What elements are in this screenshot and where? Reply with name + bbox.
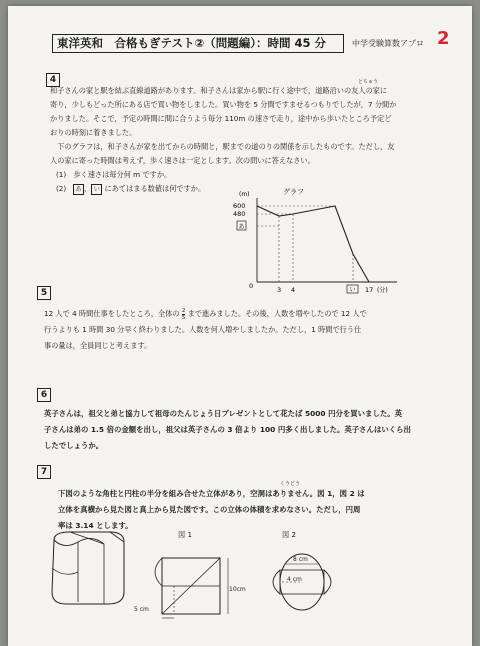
graph-label-origin: 0 — [249, 282, 254, 290]
figure-1-side-view — [142, 540, 252, 620]
exam-title: 東洋英和 合格もぎテスト②（問題編）：時間 45 分 — [52, 34, 344, 53]
q6-line-3: したでしょうか。 — [44, 441, 104, 450]
publisher-label: 中学受験算数アプロ — [352, 39, 424, 48]
graph-y-unit: (m) — [239, 191, 250, 198]
q4-line-1: 和子さんの家と駅を結ぶ直線道路があります。和子さんは家から駅に行く途中で，道路沿いの友人の家に — [50, 86, 388, 95]
graph-label-480: 480 — [233, 210, 246, 218]
question-4-number: 4 — [46, 73, 60, 87]
q4-line-4: おりの時刻に着きました。 — [50, 128, 137, 137]
q5-line-2: 行うよりも 1 時間 30 分早く終わりました。人数を何人増やしましたか。ただし，1 時間で行う仕 — [44, 325, 362, 334]
graph-x-unit: (分) — [377, 287, 388, 294]
question-7-ruby: くうどう — [280, 481, 301, 487]
q4-line-5: 下のグラフは，和子さんが家を出てからの時間と，駅までの道のりの関係を示したものです。ただし，友 — [50, 142, 395, 151]
q5-line-1b: まで進みました。その後，人数を増やしたので 12 人で — [187, 309, 367, 318]
q4-sub2-suffix: にあてはまる数値は何ですか。 — [104, 184, 206, 193]
figure-2-mid-label: 4 cm — [287, 576, 302, 583]
graph-label-a: あ — [238, 223, 245, 231]
q7-line-2: 立体を真横から見た図と真上から見た図です。この立体の体積を求めなさい。ただし，円周 — [58, 505, 361, 514]
graph-title: グラフ — [283, 188, 304, 196]
figure-1-height-label: 10cm — [229, 586, 246, 593]
graph-label-17: 17 — [365, 286, 374, 294]
q4-blank-a-box: あ — [73, 184, 84, 195]
figure-1-title: 図 1 — [178, 530, 193, 539]
q4-line-2: 寄り，少しもどった所にある店で買い物をしました。買い物を 5 分間ですませるつもりでしたが，7 分間か — [50, 100, 397, 109]
q4-subquestion-1: (1) 歩く速さは毎分何 m ですか。 — [56, 170, 172, 179]
question-7-number: 7 — [37, 465, 51, 479]
q4-sub2-prefix: (2) — [56, 184, 67, 193]
question-5-text — [44, 307, 459, 353]
figure-2-top-label: 8 cm — [293, 556, 308, 563]
question-4-text — [50, 84, 465, 168]
q6-line-2: 子さんは弟の 1.5 倍の金額を出し，祖父は英子さんの 3 倍より 100 円多く出しました。英子さんはいくら出 — [44, 425, 411, 434]
q7-line-3: 率は 3.14 とします。 — [58, 521, 133, 530]
q5-line-3: 事の量は，全員同じと考えます。 — [44, 341, 152, 350]
question-6-number: 6 — [37, 388, 51, 402]
question-7-text — [58, 486, 448, 534]
solid-3d-sketch — [44, 528, 134, 612]
q5-line-1a: 12 人で 4 時間仕事をしたところ，全体の — [44, 309, 180, 318]
figure-2-top-view — [262, 542, 342, 620]
figure-2-title: 図 2 — [282, 530, 297, 539]
graph-label-4: 4 — [291, 286, 296, 294]
graph-label-600: 600 — [233, 202, 246, 210]
q4-subquestion-2: (2) あ ， い にあてはまる数値は何ですか。 — [56, 184, 206, 193]
q5-line-1 — [44, 307, 459, 321]
q4-line-6: 人の家に寄った時間は考えず，歩く速さは一定とします。次の問いに答えなさい。 — [50, 156, 315, 165]
q7-line-1: 下図のような角柱と円柱の半分を組み合せた立体があり，空洞はありません。図 1，図 2 は — [58, 489, 365, 498]
q5-frac-denominator: 5 — [181, 314, 186, 321]
page-number: 2 — [437, 28, 450, 49]
question-4-ruby: とちゅう — [358, 79, 379, 85]
question-5-number: 5 — [37, 286, 51, 300]
q6-line-1: 英子さんは，祖父と弟と協力して祖母のたんじょう日プレゼントとして花たば 5000 円分を買いました。英 — [44, 409, 403, 418]
q4-line-3: かりました。そこで，予定の時間に間に合うよう毎分 110m の速さで走り，途中から歩いたところ予定ど — [50, 114, 392, 123]
graph-distance-line — [257, 206, 369, 282]
distance-time-graph — [225, 184, 405, 299]
figure-1-width-label: 5 cm — [134, 606, 149, 613]
q5-frac-numerator: 2 — [181, 307, 186, 314]
graph-label-3: 3 — [277, 286, 282, 294]
graph-label-i: い — [349, 286, 356, 294]
q4-blank-i-box: い — [91, 184, 102, 195]
question-6-text — [44, 406, 449, 454]
q5-fraction — [182, 308, 186, 321]
